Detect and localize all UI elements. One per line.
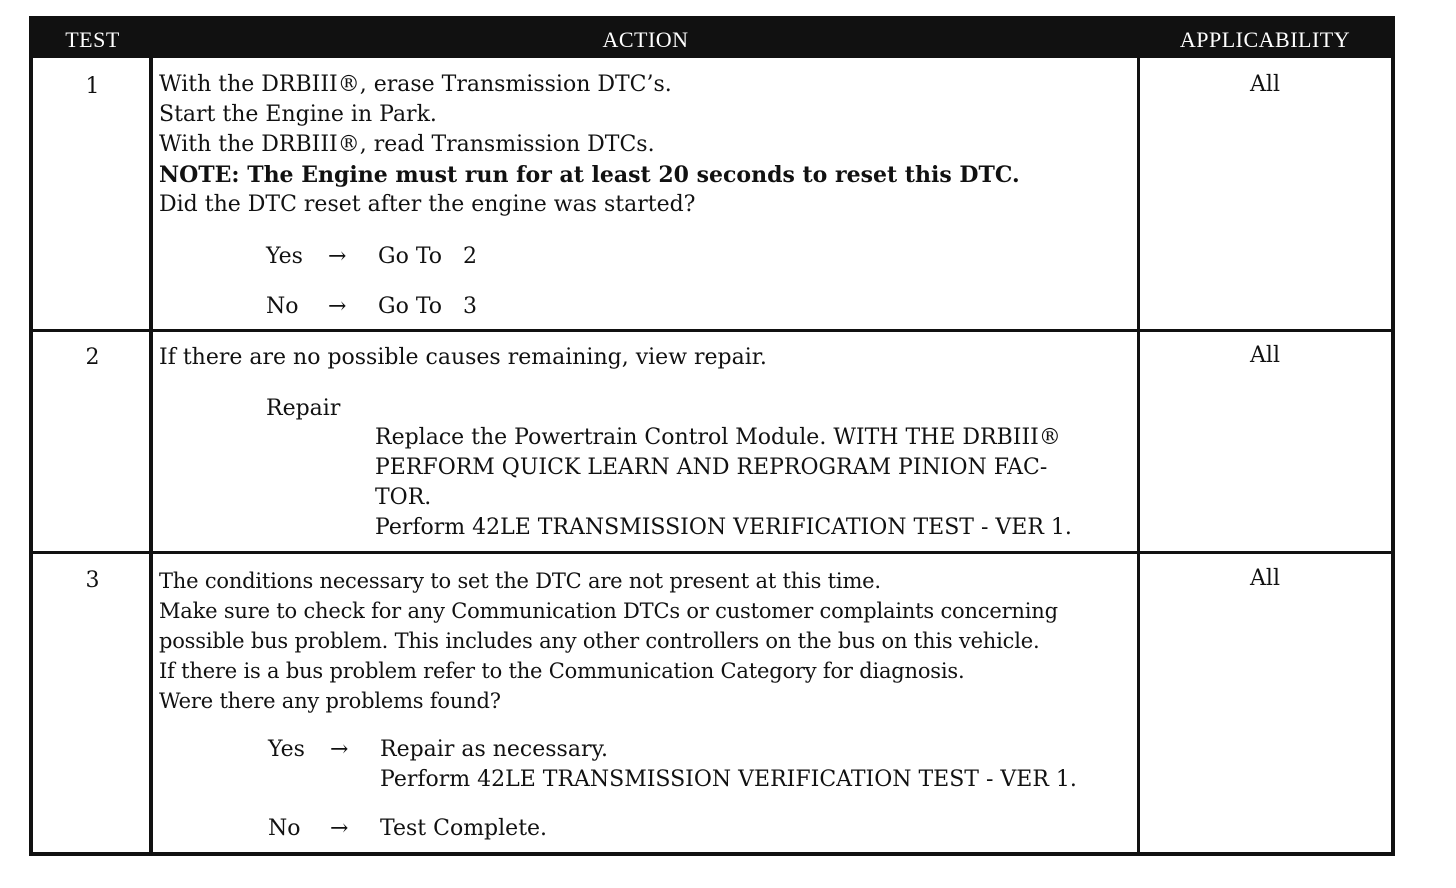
repair-text (375, 423, 1135, 543)
branch-target: Repair as necessary. (380, 737, 608, 762)
header-test: TEST (65, 27, 120, 52)
branch-target: Test Complete. (380, 816, 548, 841)
action-line: The conditions necessary to set the DTC are not present at this time. (159, 569, 881, 593)
test-number: 2 (85, 345, 100, 370)
branch-target-detail: Perform 42LE TRANSMISSION VERIFICATION TEST - VER 1. (380, 767, 1077, 792)
row-divider (33, 329, 1391, 332)
branch-label: Yes (268, 737, 305, 762)
action-text (159, 343, 1139, 373)
row-divider (33, 551, 1391, 554)
applicability-value: All (1250, 72, 1280, 97)
repair-line: Replace the Powertrain Control Module. WITH THE DRBIII® (375, 425, 1061, 450)
branch-label: No (268, 816, 301, 841)
action-line: Start the Engine in Park. (159, 102, 437, 127)
action-line: If there is a bus problem refer to the Communication Category for diagnosis. (159, 659, 965, 683)
arrow-icon: → (330, 737, 349, 762)
repair-line: PERFORM QUICK LEARN AND REPROGRAM PINION FAC- (375, 455, 1048, 480)
branch-label: Yes (266, 244, 303, 269)
action-line: Make sure to check for any Communication DTCs or customer complaints concerning (159, 599, 1058, 623)
action-line: possible bus problem. This includes any other controllers on the bus on this vehicle. (159, 629, 1040, 653)
arrow-icon: → (328, 294, 347, 319)
action-text (159, 566, 1139, 716)
action-line: If there are no possible causes remaining, view repair. (159, 345, 767, 370)
action-line: With the DRBIII®, read Transmission DTCs. (159, 132, 655, 157)
header-applicability: APPLICABILITY (1179, 27, 1351, 52)
test-number: 1 (85, 74, 100, 99)
arrow-icon: → (328, 244, 347, 269)
branch-no (266, 292, 666, 322)
applicability-value: All (1250, 343, 1280, 368)
repair-line: Perform 42LE TRANSMISSION VERIFICATION TEST - VER 1. (375, 515, 1072, 540)
branch-target: Go To 3 (378, 294, 477, 319)
branch-target: Go To 2 (378, 244, 477, 269)
table-header (33, 20, 1391, 58)
diagnostic-test-table (29, 16, 1395, 856)
column-divider (149, 58, 153, 852)
note-line: NOTE: The Engine must run for at least 20 seconds to reset this DTC. (159, 162, 1020, 188)
repair-label: Repair (266, 396, 341, 421)
arrow-icon: → (330, 816, 349, 841)
repair-line: TOR. (375, 485, 432, 510)
branch-label: No (266, 294, 299, 319)
test-number: 3 (85, 568, 100, 593)
branch-no (268, 814, 668, 844)
branch-yes (266, 242, 666, 272)
question-line: Were there any problems found? (159, 689, 501, 713)
action-line: With the DRBIII®, erase Transmission DTC’s. (159, 72, 672, 97)
question-line: Did the DTC reset after the engine was started? (159, 192, 696, 217)
branch-yes (268, 735, 1128, 795)
action-text (159, 70, 1139, 220)
applicability-value: All (1250, 566, 1280, 591)
header-action: ACTION (602, 27, 689, 52)
